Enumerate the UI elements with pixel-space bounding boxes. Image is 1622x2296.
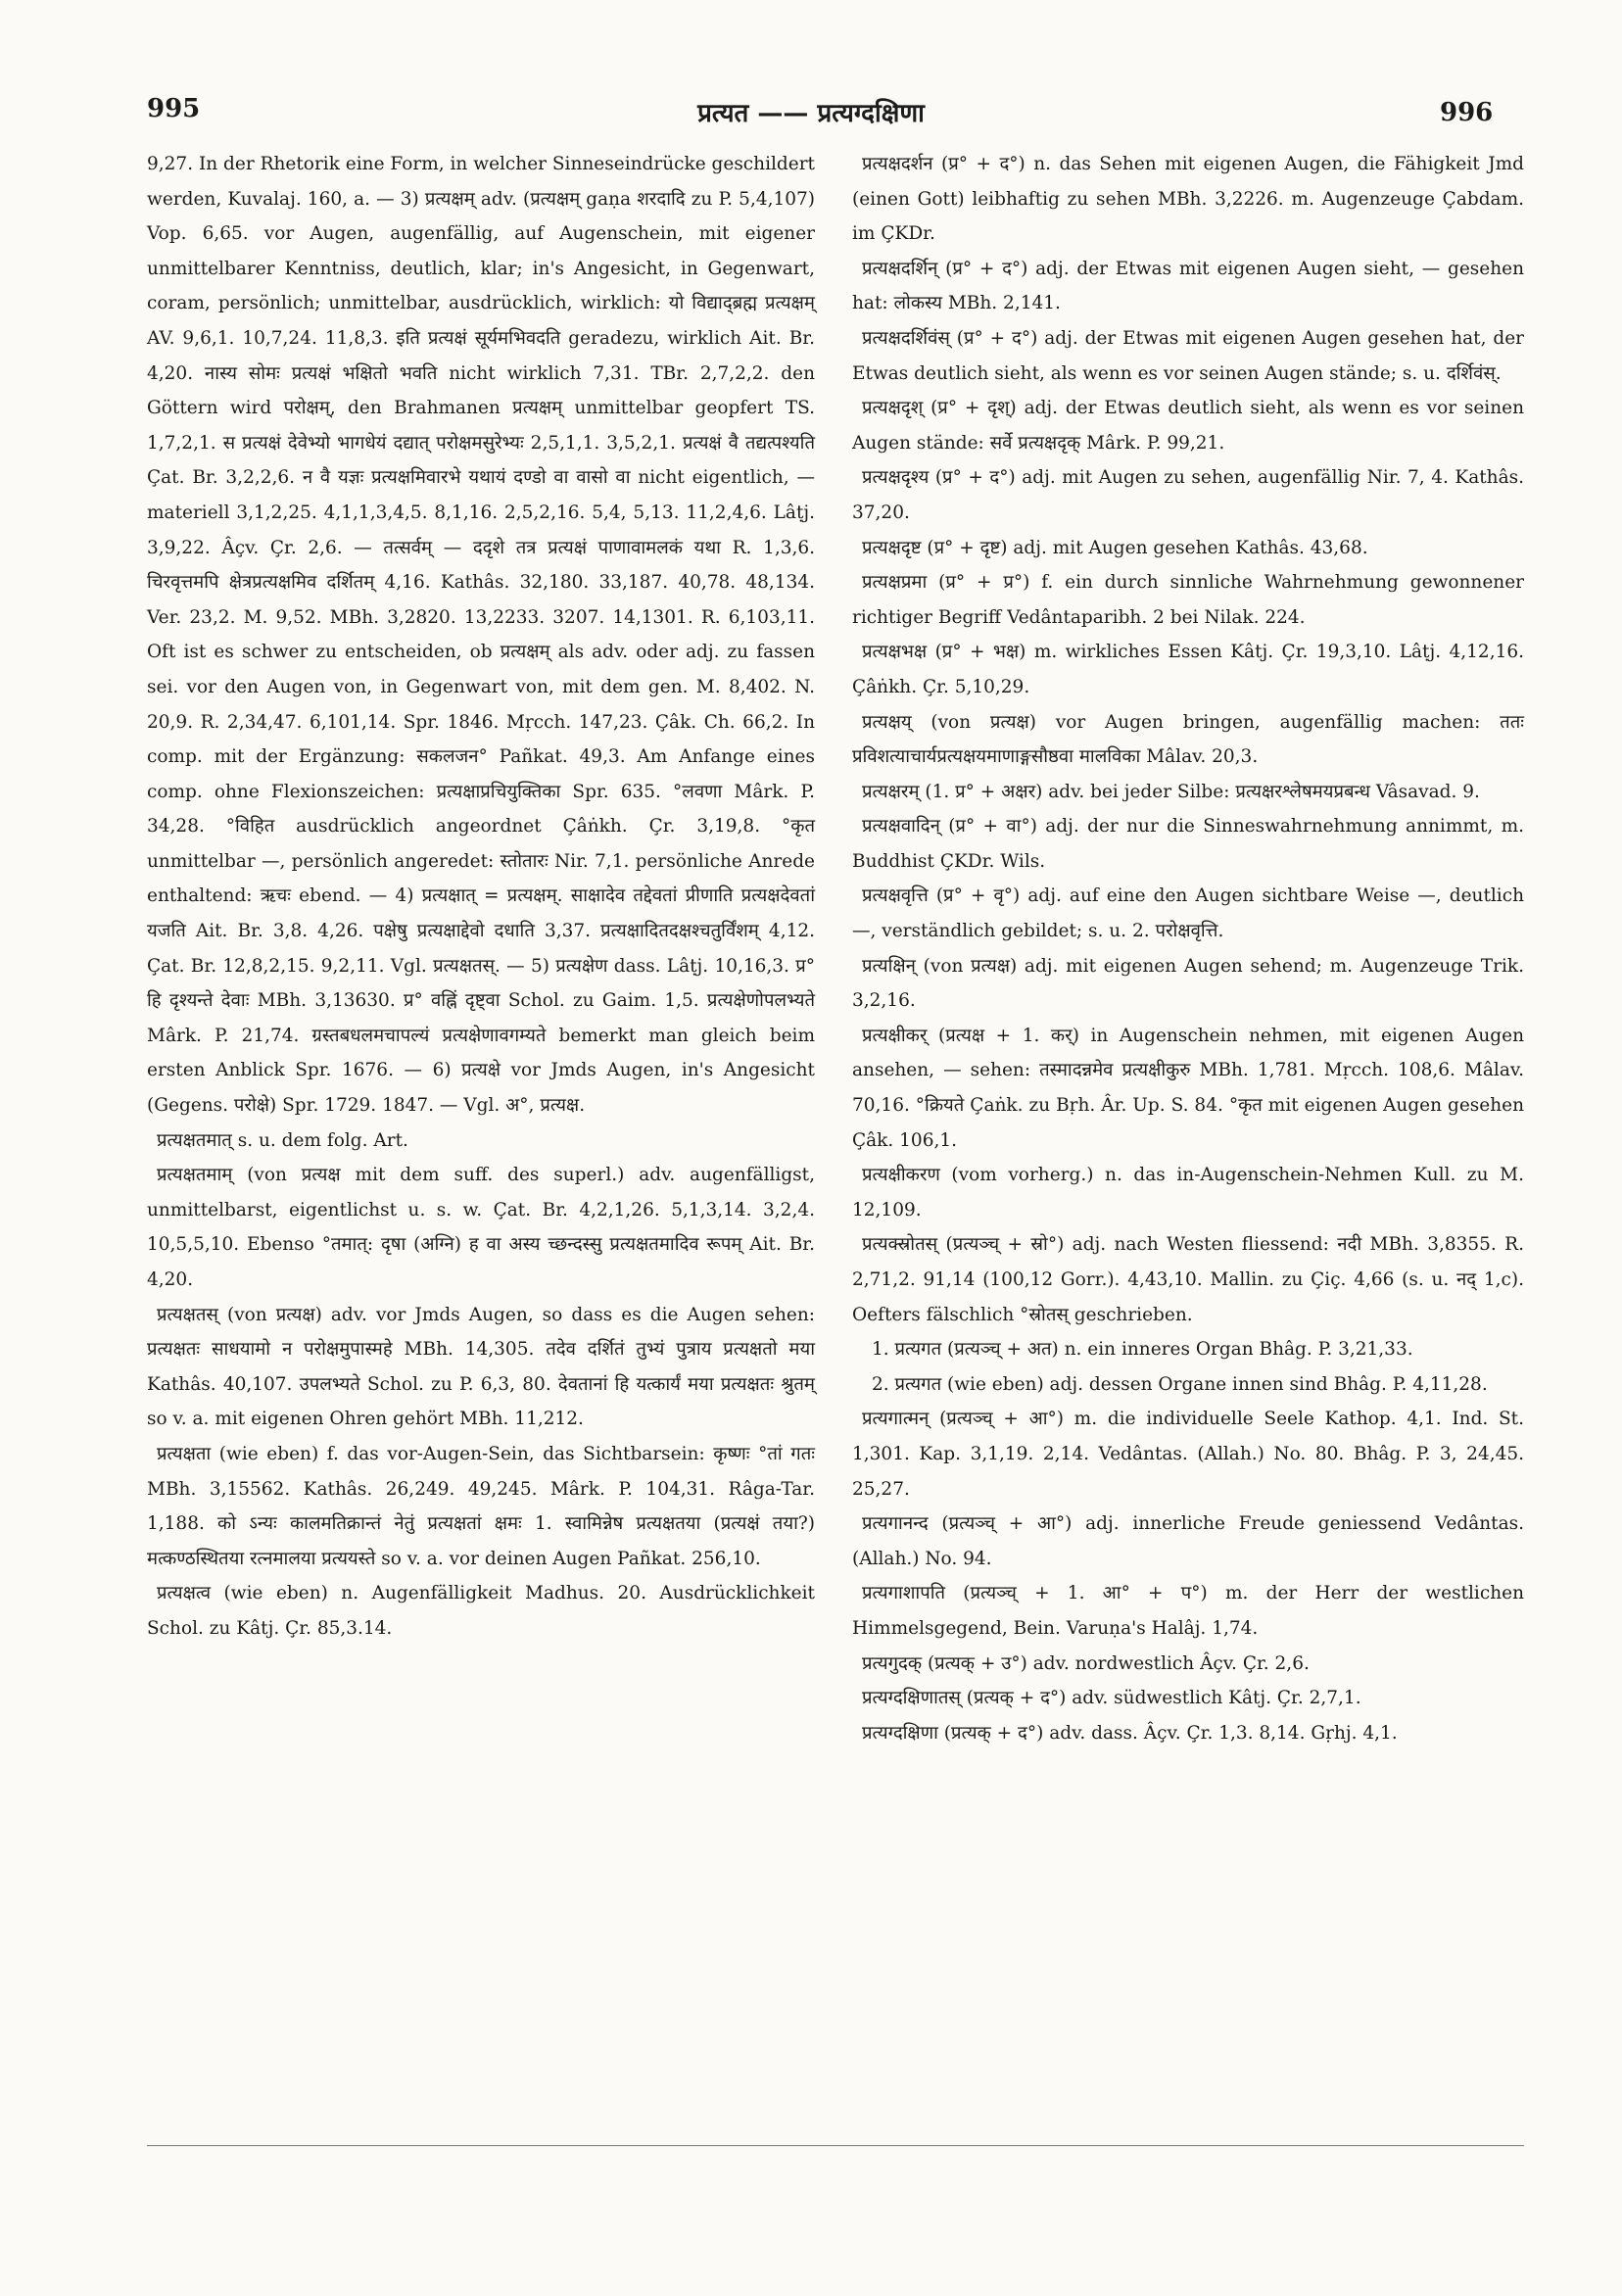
dictionary-entry: प्रत्यक्षतमात् s. u. dem folg. Art. [157,1129,408,1151]
dictionary-entry: प्रत्यक्षतस् (von प्रत्यक्ष) adv. vor Jmds Augen, so dass es die Augen sehen: प्रत्यक्षतः साधयामो न परोक्षमुपास्महे MBh. 14,305. तदेव दर्शितं तुभ्यं पुत्राय प्रत्यक्षतो मया Kathâs. 40,107. उपलभ्यते Schol. zu P. 6,3, 80. देवतानां हि यत्कार्यं मया प्रत्यक्षतः श्रुतम् so v. a. mit eigenen Ohren gehört MBh. 11,212. [147,1304,815,1430]
dictionary-entry: प्रत्यगात्मन् (प्रत्यञ्च् + आ°) m. die individuelle Seele Kathop. 4,1. Ind. St. 1,301. Kap. 3,1,19. 2,14. Vedântas. (Allah.) No. 80. Bhâg. P. 3, 24,45. 25,27. [852,1409,1524,1500]
dictionary-entry: प्रत्यक्षदृष्ट (प्र° + दृष्ट) adj. mit Augen gesehen Kathâs. 43,68. [862,537,1368,558]
dictionary-entry: प्रत्यक्षप्रमा (प्र° + प्र°) f. ein durch sinnliche Wahrnehmung gewonnener richtiger Begriff Vedântaparibh. 2 bei Nilak. 224. [852,572,1524,628]
dictionary-entry: 1. प्रत्यगत (प्रत्यञ्च् + अत) n. ein inneres Organ Bhâg. P. 3,21,33. [872,1339,1413,1361]
page-number-right: 996 [1440,98,1494,127]
dictionary-entry: प्रत्यक्षीकर् (प्रत्यक्ष + 1. कर्) in Augenschein nehmen, mit eigenen Augen ansehen, — sehen: तस्मादन्नमेव प्रत्यक्षीकुरु MBh. 1,781. Mṛcch. 108,6. Mâlav. 70,16. °क्रियते Çaṅk. zu Bṛh. Âr. Up. S. 84. °कृत mit eigenen Augen gesehen Çâk. 106,1. [852,1025,1524,1151]
dictionary-entry: प्रत्यक्षता (wie eben) f. das vor-Augen-Sein, das Sichtbarsein: कृष्णः °तां गतः MBh. 3,15562. Kathâs. 26,249. 49,245. Mârk. P. 104,31. Râga-Tar. 1,188. को ऽन्यः कालमतिक्रान्तं नेतुं प्रत्यक्षतां क्षमः 1. स्वामिन्नेष प्रत्यक्षतया (प्रत्यक्षं तया?) मत्कण्ठस्थितया रत्नमालया प्रत्ययस्ते so v. a. vor deinen Augen Pañkat. 256,10. [147,1443,815,1569]
dictionary-entry: 2. प्रत्यगत (wie eben) adj. dessen Organe innen sind Bhâg. P. 4,11,28. [872,1373,1488,1395]
dictionary-entry: प्रत्यक्स्रोतस् (प्रत्यञ्च् + स्रो°) adj. nach Westen fliessend: नदी MBh. 3,8355. R. 2,71,2. 91,14 (100,12 Gorr.). 4,43,10. Mallin. zu Çiç. 4,66 (s. u. नद् 1,c). Oefters fälschlich °स्रोतस् geschrieben. [852,1234,1524,1325]
dictionary-entry: प्रत्यक्षदर्शन (प्र° + द°) n. das Sehen mit eigenen Augen, die Fähigkeit Jmd (einen Gott) leibhaftig zu sehen MBh. 3,2226. m. Augenzeuge Çabdam. im ÇKDr. [852,154,1524,245]
dictionary-entry: प्रत्यक्षदृश् (प्र° + दृश्) adj. der Etwas deutlich sieht, als wenn es vor seinen Augen stände: सर्वे प्रत्यक्षदृक् Mârk. P. 99,21. [852,398,1524,454]
dictionary-entry: प्रत्यक्षदृश्य (प्र° + द°) adj. mit Augen zu sehen, augenfällig Nir. 7, 4. Kathâs. 37,20. [852,467,1524,523]
dictionary-entry: प्रत्यक्षरम् (1. प्र° + अक्षर) adv. bei jeder Silbe: प्रत्यक्षरश्लेषमयप्रबन्ध Vâsavad. 9. [862,781,1480,802]
dictionary-entry: प्रत्यग्दक्षिणातस् (प्रत्यक् + द°) adv. südwestlich Kâtj. Çr. 2,7,1. [862,1688,1361,1709]
dictionary-entry: प्रत्यक्षभक्ष (प्र° + भक्ष) m. wirkliches Essen Kâtj. Çr. 19,3,10. Lâṭj. 4,12,16. Çâṅkh. Çr. 5,10,29. [852,642,1524,697]
dictionary-entry: प्रत्यक्षय् (von प्रत्यक्ष) vor Augen bringen, augenfällig machen: ततः प्रविशत्याचार्यप्रत्यक्षयमाणाङ्गसौष्ठवा मालविका Mâlav. 20,3. [852,711,1524,768]
dictionary-entry: प्रत्यक्षदर्शिवंस् (प्र° + द°) adj. der Etwas mit eigenen Augen gesehen hat, der Etwas deutlich sieht, als wenn es vor seinen Augen stände; s. u. दर्शिवंस्. [852,327,1524,384]
dictionary-entry: प्रत्यगुदक् (प्रत्यक् + उ°) adv. nordwestlich Âçv. Çr. 2,6. [862,1652,1310,1674]
running-title: प्रत्यत —— प्रत्यग्दक्षिणा [697,99,925,128]
dictionary-entry: प्रत्यग्दक्षिणा (प्रत्यक् + द°) adv. dass. Âçv. Çr. 1,3. 8,14. Gṛhj. 4,1. [862,1722,1398,1744]
dictionary-entry: प्रत्यक्षीकरण (vom vorherg.) n. das in-Augenschein-Nehmen Kull. zu M. 12,109. [852,1165,1524,1220]
dictionary-entry: प्रत्यक्षवृत्ति (प्र° + वृ°) adj. auf eine den Augen sichtbare Weise —, deutlich —, verständlich gebildet; s. u. 2. परोक्षवृत्ति. [852,885,1524,942]
dictionary-entry: प्रत्यक्षदर्शिन् (प्र° + द°) adj. der Etwas mit eigenen Augen sieht, — gesehen hat: लोकस्य MBh. 2,141. [852,258,1524,314]
dictionary-entry: प्रत्यक्षिन् (von प्रत्यक्ष) adj. mit eigenen Augen sehend; m. Augenzeuge Trik. 3,2,16. [852,955,1524,1012]
bottom-rule [147,2145,1524,2146]
dictionary-entry: प्रत्यक्षतमाम् (von प्रत्यक्ष mit dem suff. des superl.) adv. augenfälligst, unmittelbarst, eigentlichst u. s. w. Çat. Br. 4,2,1,26. 5,1,3,14. 3,2,4. 10,5,5,10. Ebenso °तमात्: दृषा (अग्नि) ह वा अस्य च्छन्दस्सु प्रत्यक्षतमादिव रूपम् Ait. Br. 4,20. [147,1165,815,1290]
page-number-left: 995 [147,94,201,123]
entry-continuation: 9,27. In der Rhetorik eine Form, in welcher Sinneseindrücke geschildert werden, Kuvalaj. 160, a. — 3) प्रत्यक्षम् adv. (प्रत्यक्षम् gaṇa शरदादि zu P. 5,4,107) Vop. 6,65. vor Augen, augenfällig, auf Augenschein, mit eigener unmittelbarer Kenntniss, deutlich, klar; in's Angesicht, in Gegenwart, coram, persönlich; unmittelbar, ausdrücklich, wirklich: यो विद्याद्ब्रह्म प्रत्यक्षम् AV. 9,6,1. 10,7,24. 11,8,3. इति प्रत्यक्षं सूर्यमभिवदति geradezu, wirklich Ait. Br. 4,20. नास्य सोमः प्रत्यक्षं भक्षितो भवति nicht wirklich 7,31. TBr. 2,7,2,2. den Göttern wird परोक्षम्, den Brahmanen प्रत्यक्षम् unmittelbar geopfert TS. 1,7,2,1. स प्रत्यक्षं देवेभ्यो भागधेयं दद्यात् परोक्षमसुरेभ्यः 2,5,1,1. 3,5,2,1. प्रत्यक्षं वै तद्यत्पश्यति Çat. Br. 3,2,2,6. न वै यज्ञः प्रत्यक्षमिवारभे यथायं दण्डो वा वासो वा nicht eigentlich, — materiell 3,1,2,25. 4,1,1,3,4,5. 8,1,16. 2,5,2,16. 5,4, 5,13. 11,2,4,6. Lâṭj. 3,9,22. Âçv. Çr. 2,6. — तत्सर्वम् — ददृशे तत्र प्रत्यक्षं पाणावामलकं यथा R. 1,3,6. चिरवृत्तमपि क्षेत्रप्रत्यक्षमिव दर्शितम् 4,16. Kathâs. 32,180. 33,187. 40,78. 48,134. Ver. 23,2. M. 9,52. MBh. 3,2820. 13,2233. 3207. 14,1301. R. 6,103,11. Oft ist es schwer zu entscheiden, ob प्रत्यक्षम् als adv. oder adj. zu fassen sei. vor den Augen von, in Gegenwart von, mit dem gen. M. 8,402. N. 20,9. R. 2,34,47. 6,101,14. Spr. 1846. Mṛcch. 147,23. Çâk. Ch. 66,2. In comp. mit der Ergänzung: सकलजन° Pañkat. 49,3. Am Anfange eines comp. ohne Flexionszeichen: प्रत्यक्षाप्रचियुक्तिका Spr. 635. °लवणा Mârk. P. 34,28. °विहित ausdrücklich angeordnet Çâṅkh. Çr. 3,19,8. °कृत unmittelbar —, persönlich angeredet: स्तोतारः Nir. 7,1. persönliche Anrede enthaltend: ऋचः ebend. — 4) प्रत्यक्षात् = प्रत्यक्षम्. साक्षादेव तद्देवतां प्रीणाति प्रत्यक्षदेवतां यजति Ait. Br. 3,8. 4,26. पक्षेषु प्रत्यक्षाद्देवो दधाति 3,37. प्रत्यक्षादितदक्षश्चतुर्विंशम् 4,12. Çat. Br. 12,8,2,15. 9,2,11. Vgl. प्रत्यक्षतस्. — 5) प्रत्यक्षेण dass. Lâṭj. 10,16,3. प्र° हि दृश्यन्ते देवाः MBh. 3,13630. प्र° वह्निं दृष्ट्वा Schol. zu Gaim. 1,5. प्रत्यक्षेणोपलभ्यते Mârk. P. 21,74. ग्रस्तबधलमचापल्यं प्रत्यक्षेणावगम्यते bemerkt man gleich beim ersten Anblick Spr. 1676. — 6) प्रत्यक्षे vor Jmds Augen, in's Angesicht (Gegens. परोक्षे) Spr. 1729. 1847. — Vgl. अ°, प्रत्यक्ष. [147,154,815,1117]
dictionary-entry: प्रत्यक्षत्व (wie eben) n. Augenfälligkeit Madhus. 20. Ausdrücklichkeit Schol. zu Kâtj. Çr. 85,3.14. [147,1583,815,1639]
page-header [0,94,1622,133]
left-column [147,147,815,1647]
right-column [852,147,1524,1750]
dictionary-entry: प्रत्यगानन्द (प्रत्यञ्च् + आ°) adj. innerliche Freude geniessend Vedântas. (Allah.) No. 94. [852,1513,1524,1569]
dictionary-entry: प्रत्यक्षवादिन् (प्र° + वा°) adj. der nur die Sinneswahrnehmung annimmt, m. Buddhist ÇKDr. Wils. [852,816,1524,872]
dictionary-entry: प्रत्यगाशापति (प्रत्यञ्च् + 1. आ° + प°) m. der Herr der westlichen Himmelsgegend, Bein. Varuṇa's Halâj. 1,74. [852,1583,1524,1639]
